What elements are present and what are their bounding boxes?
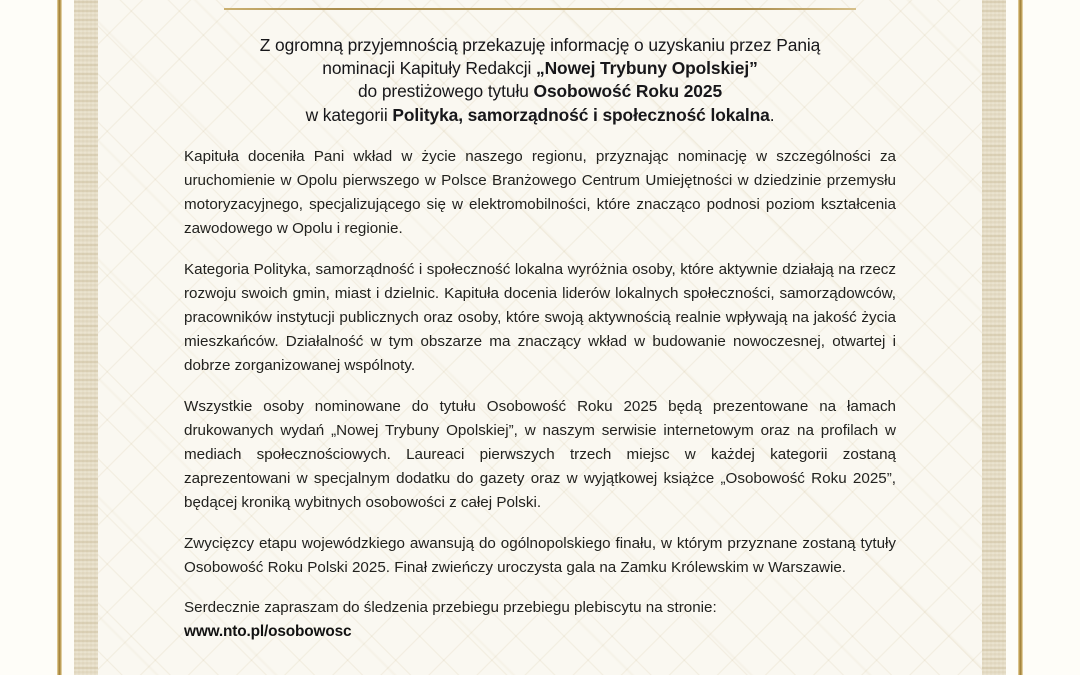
heading-line-3 xyxy=(184,80,896,103)
paragraph-category-description: Kategoria Polityka, samorządność i społeczność lokalna wyróżnia osoby, które aktywnie działają na rzecz rozwoju swoich gmin, miast i dzielnic. Kapituła docenia liderów lokalnych społeczności, samorządowców, pracowników instytucji publicznych oraz osoby, które swoją aktywnością realnie wpływają na jakość życia mieszkańców. Działalność w tym obszarze ma znaczący wkład w budowanie nowoczesnej, otwartej i dobrze zorganizowanej wspólnoty. xyxy=(184,260,896,375)
heading-line-4 xyxy=(184,104,896,127)
paragraph-invitation: Serdecznie zapraszam do śledzenia przebiegu przebiegu plebiscytu na stronie: xyxy=(184,599,717,617)
top-gold-divider xyxy=(224,8,856,10)
award-category: Polityka, samorządność i społeczność lokalna xyxy=(392,104,770,125)
heading-line-4-text: w kategorii xyxy=(305,104,393,125)
paragraph-presentation: Wszystkie osoby nominowane do tytułu Osobowość Roku 2025 będą prezentowane na łamach drukowanych wydań „Nowej Trybuny Opolskiej”, w naszym serwisie internetowym oraz na profilach w mediach społecznościowych. Laureaci pierwszych trzech miejsc w każdej kategorii zostaną zaprezentowani w specjalnym dodatku do gazety oraz w wyjątkowej książce „Osobowość Roku 2025”, będącej kroniką wybitnych osobowości z całej Polski. xyxy=(184,397,896,512)
newspaper-name: „Nowej Trybuny Opolskiej” xyxy=(536,58,758,79)
award-title: Osobowość Roku 2025 xyxy=(533,81,723,102)
nomination-heading xyxy=(184,34,896,127)
heading-line-2 xyxy=(184,57,896,80)
paragraph-national-final: Zwycięzcy etapu wojewódzkiego awansują do ogólnopolskiego finału, w którym przyznane zostaną tytuły Osobowość Roku Polski 2025. Finał zwieńczy uroczysta gala na Zamku Królewskim w Warszawie. xyxy=(184,534,896,576)
heading-line-2-text: nominacji Kapituły Redakcji xyxy=(322,58,536,79)
heading-line-4-period: . xyxy=(769,104,775,125)
plebiscite-website-url[interactable]: www.nto.pl/osobowosc xyxy=(184,623,352,641)
guilloche-band-right xyxy=(982,0,1006,675)
letter-body xyxy=(184,34,896,643)
paragraph-achievement: Kapituła doceniła Pani wkład w życie naszego regionu, przyznając nominację w szczególności za uruchomienie w Opolu pierwszego w Polsce Branżowego Centrum Umiejętności w dziedzinie przemysłu motoryzacyjnego, specjalizującego się w elektromobilności, które znacząco podnosi poziom kształcenia zawodowego w Opolu i regionie. xyxy=(184,147,896,238)
heading-line-1 xyxy=(184,34,896,57)
gold-border-rule-left xyxy=(57,0,62,675)
gold-border-rule-right xyxy=(1018,0,1023,675)
heading-line-1-text: Z ogromną przyjemnością przekazuję informację o uzyskaniu przez Panią xyxy=(259,35,821,55)
content-panel xyxy=(98,0,982,675)
guilloche-band-left xyxy=(74,0,98,675)
heading-line-3-text: do prestiżowego tytułu xyxy=(357,81,534,102)
